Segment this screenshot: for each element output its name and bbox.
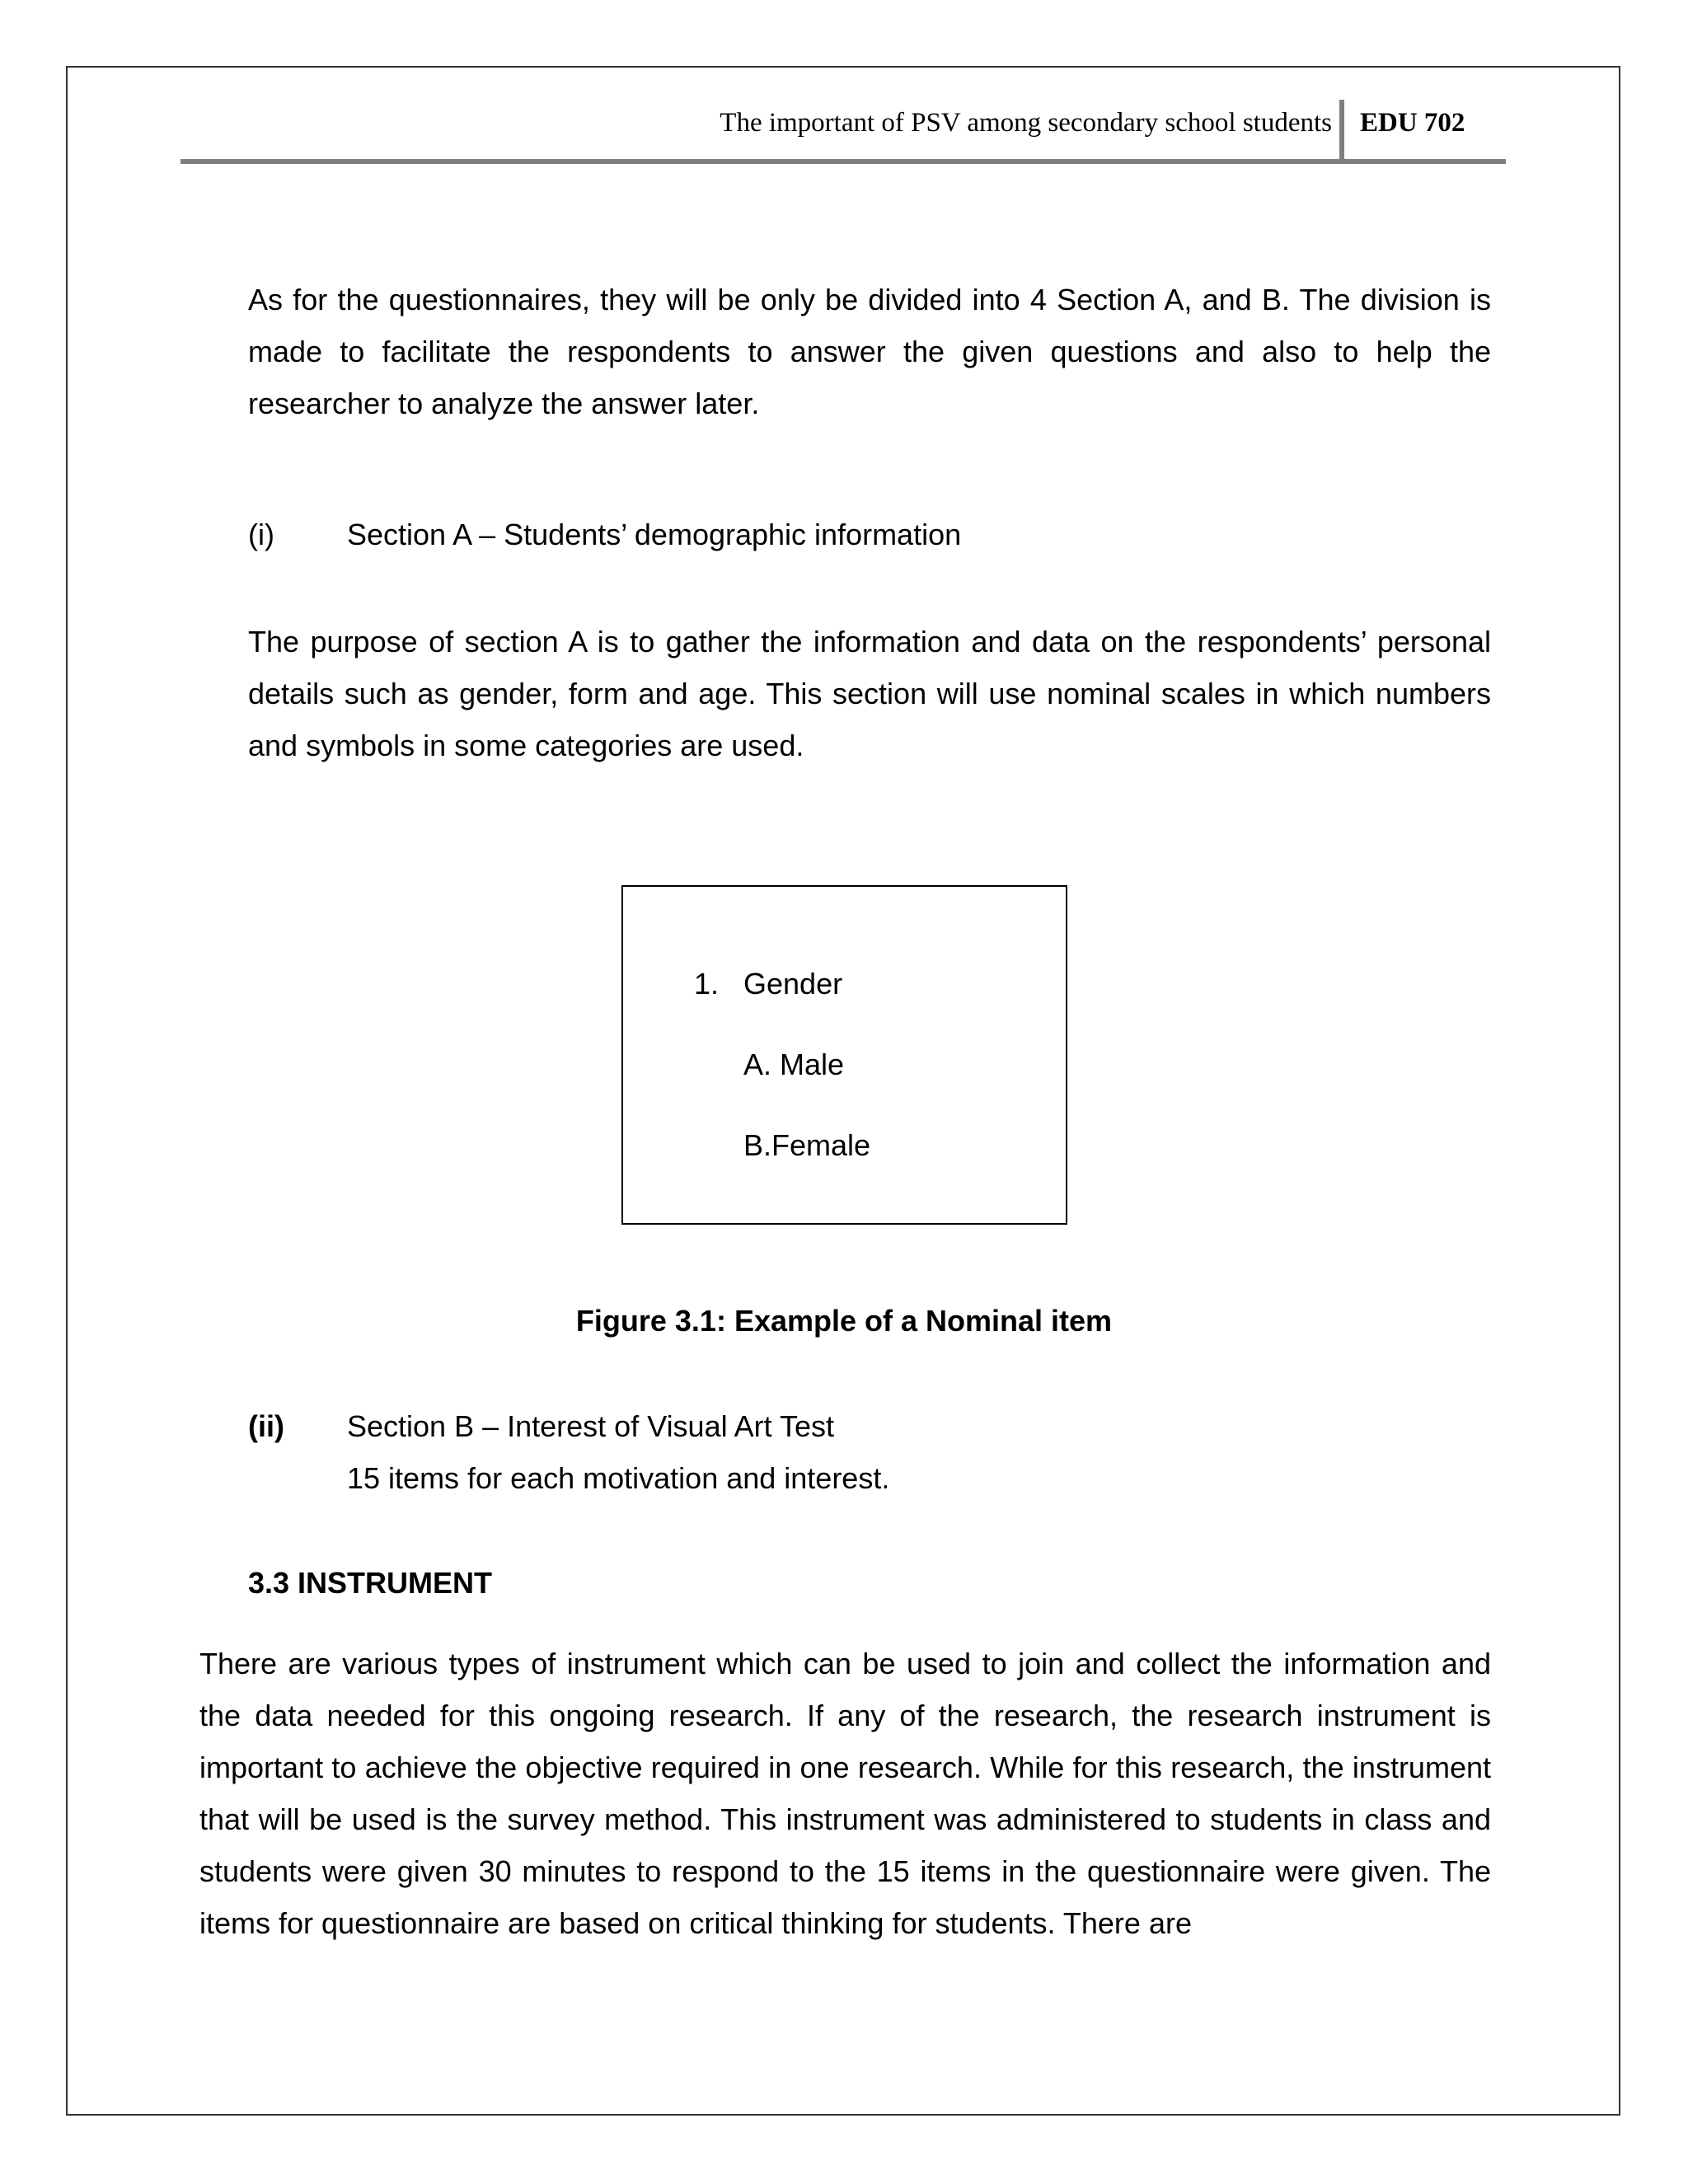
running-header-course-code: EDU 702 [1360, 108, 1465, 138]
question-number: 1. [694, 967, 720, 1001]
section-a-description: The purpose of section A is to gather the information and data on the respondents’ personal details such as gender, form and age. This section will use nominal scales in which numbers and symbols in some categories are used. [248, 625, 1491, 762]
section-b-note: 15 items for each motivation and interest. [347, 1461, 890, 1495]
option-female: B.Female [743, 1128, 871, 1162]
figure-caption: Figure 3.1: Example of a Nominal item [575, 1304, 1113, 1338]
option-male: A. Male [743, 1047, 845, 1081]
intro-paragraph: As for the questionnaires, they will be only be divided into 4 Section A, and B. The division is made to facilitate the respondents to answer the given questions and also to help the researcher to analyze the answer later. [248, 283, 1491, 420]
section-b-marker: (ii) [248, 1409, 284, 1443]
instrument-paragraph: There are various types of instrument which can be used to join and collect the information and the data needed for this ongoing research. If any of the research, the research instrument is important to achieve the objective required in one research. While for this research, the instrument that will be used is the survey method. This instrument was administered to students in class and students were given 30 minutes to respond to the 15 items in the questionnaire were given. The items for questionnaire are based on critical thinking for students. There are [199, 1647, 1491, 1940]
running-header-title: The important of PSV among secondary school students [720, 108, 1332, 138]
question-gender: Gender [743, 967, 843, 1001]
section-a-title: Section A – Students’ demographic information [347, 518, 962, 551]
section-heading-instrument: 3.3 INSTRUMENT [248, 1566, 493, 1600]
section-a-marker: (i) [248, 518, 274, 551]
nominal-item-figure [621, 885, 1067, 1225]
section-b-title: Section B – Interest of Visual Art Test [347, 1409, 834, 1443]
header-separator [1339, 100, 1344, 161]
header-rule [181, 159, 1506, 164]
